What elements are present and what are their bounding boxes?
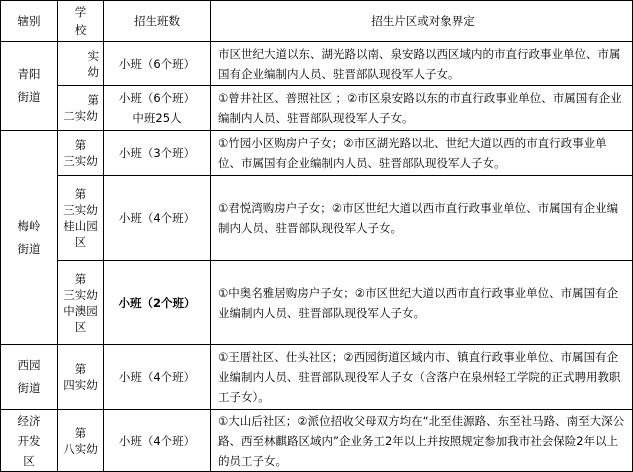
district-economic-development-zone [1,410,58,472]
school-cell [58,345,104,410]
header-school-line-2: 校 [74,23,87,37]
school-line: 第 [74,271,87,286]
header-area: 招生片区或对象界定 [211,1,633,42]
school-line: 桂山园 [63,219,98,233]
school-line: 幼 [87,64,99,79]
school-line: 区 [74,235,87,249]
classes-line: 小班（4个班） [118,370,196,384]
table-row [1,345,633,410]
classes-cell [104,176,211,261]
classes-line: 小班（2个班） [118,295,196,310]
header-classes: 招生班数 [104,1,211,42]
classes-line: 中班25人 [132,111,182,125]
district-line: 梅岭 [17,218,41,233]
classes-cell [104,345,211,410]
district-line: 青阳 [17,67,41,81]
classes-line: 小班（4个班） [118,211,196,225]
school-line: 三实幼 [63,287,98,302]
school-cell [58,176,104,261]
district-qingyang [1,42,58,131]
table-row [1,261,633,345]
table-row [1,42,633,86]
school-line: 二实幼 [63,109,98,123]
district-line: 区 [23,453,35,468]
school-cell [58,131,104,176]
header-school-line-1: 学 [74,5,87,19]
area-cell: 市区世纪大道以东、湖光路以南、泉安路以西区域内的市直行政事业单位、市属国有企业编制内人员、驻晋部队现役军人子女。 [211,42,633,86]
district-line: 开发 [17,433,41,448]
school-line: 实 [87,48,99,63]
district-meiling [1,131,58,345]
school-line: 三实幼 [63,203,98,217]
classes-cell [104,261,211,345]
district-line: 街道 [17,241,41,256]
district-line: 经济 [17,413,41,428]
area-cell: ①王厝社区、仕头社区；②西园街道区域内市、镇直行政事业单位、市属国有企业编制内人员、驻晋部队现役军人子女（含落户在泉州轻工学院的正式聘用教职工子女）。 [211,345,633,410]
school-line: 八实幼 [63,441,98,456]
school-cell [58,42,104,86]
district-line: 街道 [17,381,41,395]
school-line: 区 [74,319,87,334]
classes-line: 小班（6个班） [118,56,196,71]
school-line: 第 [87,93,99,107]
district-xiyuan [1,345,58,410]
classes-line: 小班（6个班） [118,91,196,105]
area-cell: ①竹园小区购房户子女；②市区湖光路以北、世纪大道以西的市直行政事业单位、市属国有企业编制内人员、驻晋部队现役军人子女。 [211,131,633,176]
school-line: 三实幼 [63,154,98,168]
table-row [1,410,633,472]
area-cell: ①大山后社区；②派位招收父母双方均在“北至佳源路、东至社马路、南至大深公路、西至林麒路区域内”企业务工2年以上并按照规定参加我市社会保险2年以上的员工子女。 [211,410,633,472]
classes-cell [104,86,211,131]
area-cell: ①曾井社区、普照社区 ；②市区泉安路以东的市直行政事业单位、市属国有企业编制内人员、驻晋部队现役军人子女。 [211,86,633,131]
school-line: 第 [74,362,87,376]
table-row [1,86,633,131]
school-cell [58,86,104,131]
district-line: 街道 [17,90,41,104]
classes-line: 小班（4个班） [118,433,196,448]
school-line: 第 [74,425,87,440]
table-row [1,131,633,176]
classes-cell [104,131,211,176]
school-line: 第 [74,187,87,201]
classes-line: 小班（3个班） [118,146,196,160]
school-cell [58,410,104,472]
area-cell: ①君悦湾购房户子女；②市区世纪大道以西市直行政事业单位、市属国有企业编制内人员、驻晋部队现役军人子女。 [211,176,633,261]
table-row [1,176,633,261]
header-school [58,1,104,42]
school-line: 第 [74,138,87,152]
header-district: 辖别 [1,1,58,42]
school-line: 中澳园 [63,303,98,318]
classes-cell [104,42,211,86]
header-row [1,1,633,42]
school-line: 四实幼 [63,378,98,392]
school-cell [58,261,104,345]
classes-cell [104,410,211,472]
area-cell: ①中奥名雅居购房户子女；②市区世纪大道以西市直行政事业单位、市属国有企业编制内人员、驻晋部队现役军人子女。 [211,261,633,345]
district-line: 西园 [17,358,41,372]
